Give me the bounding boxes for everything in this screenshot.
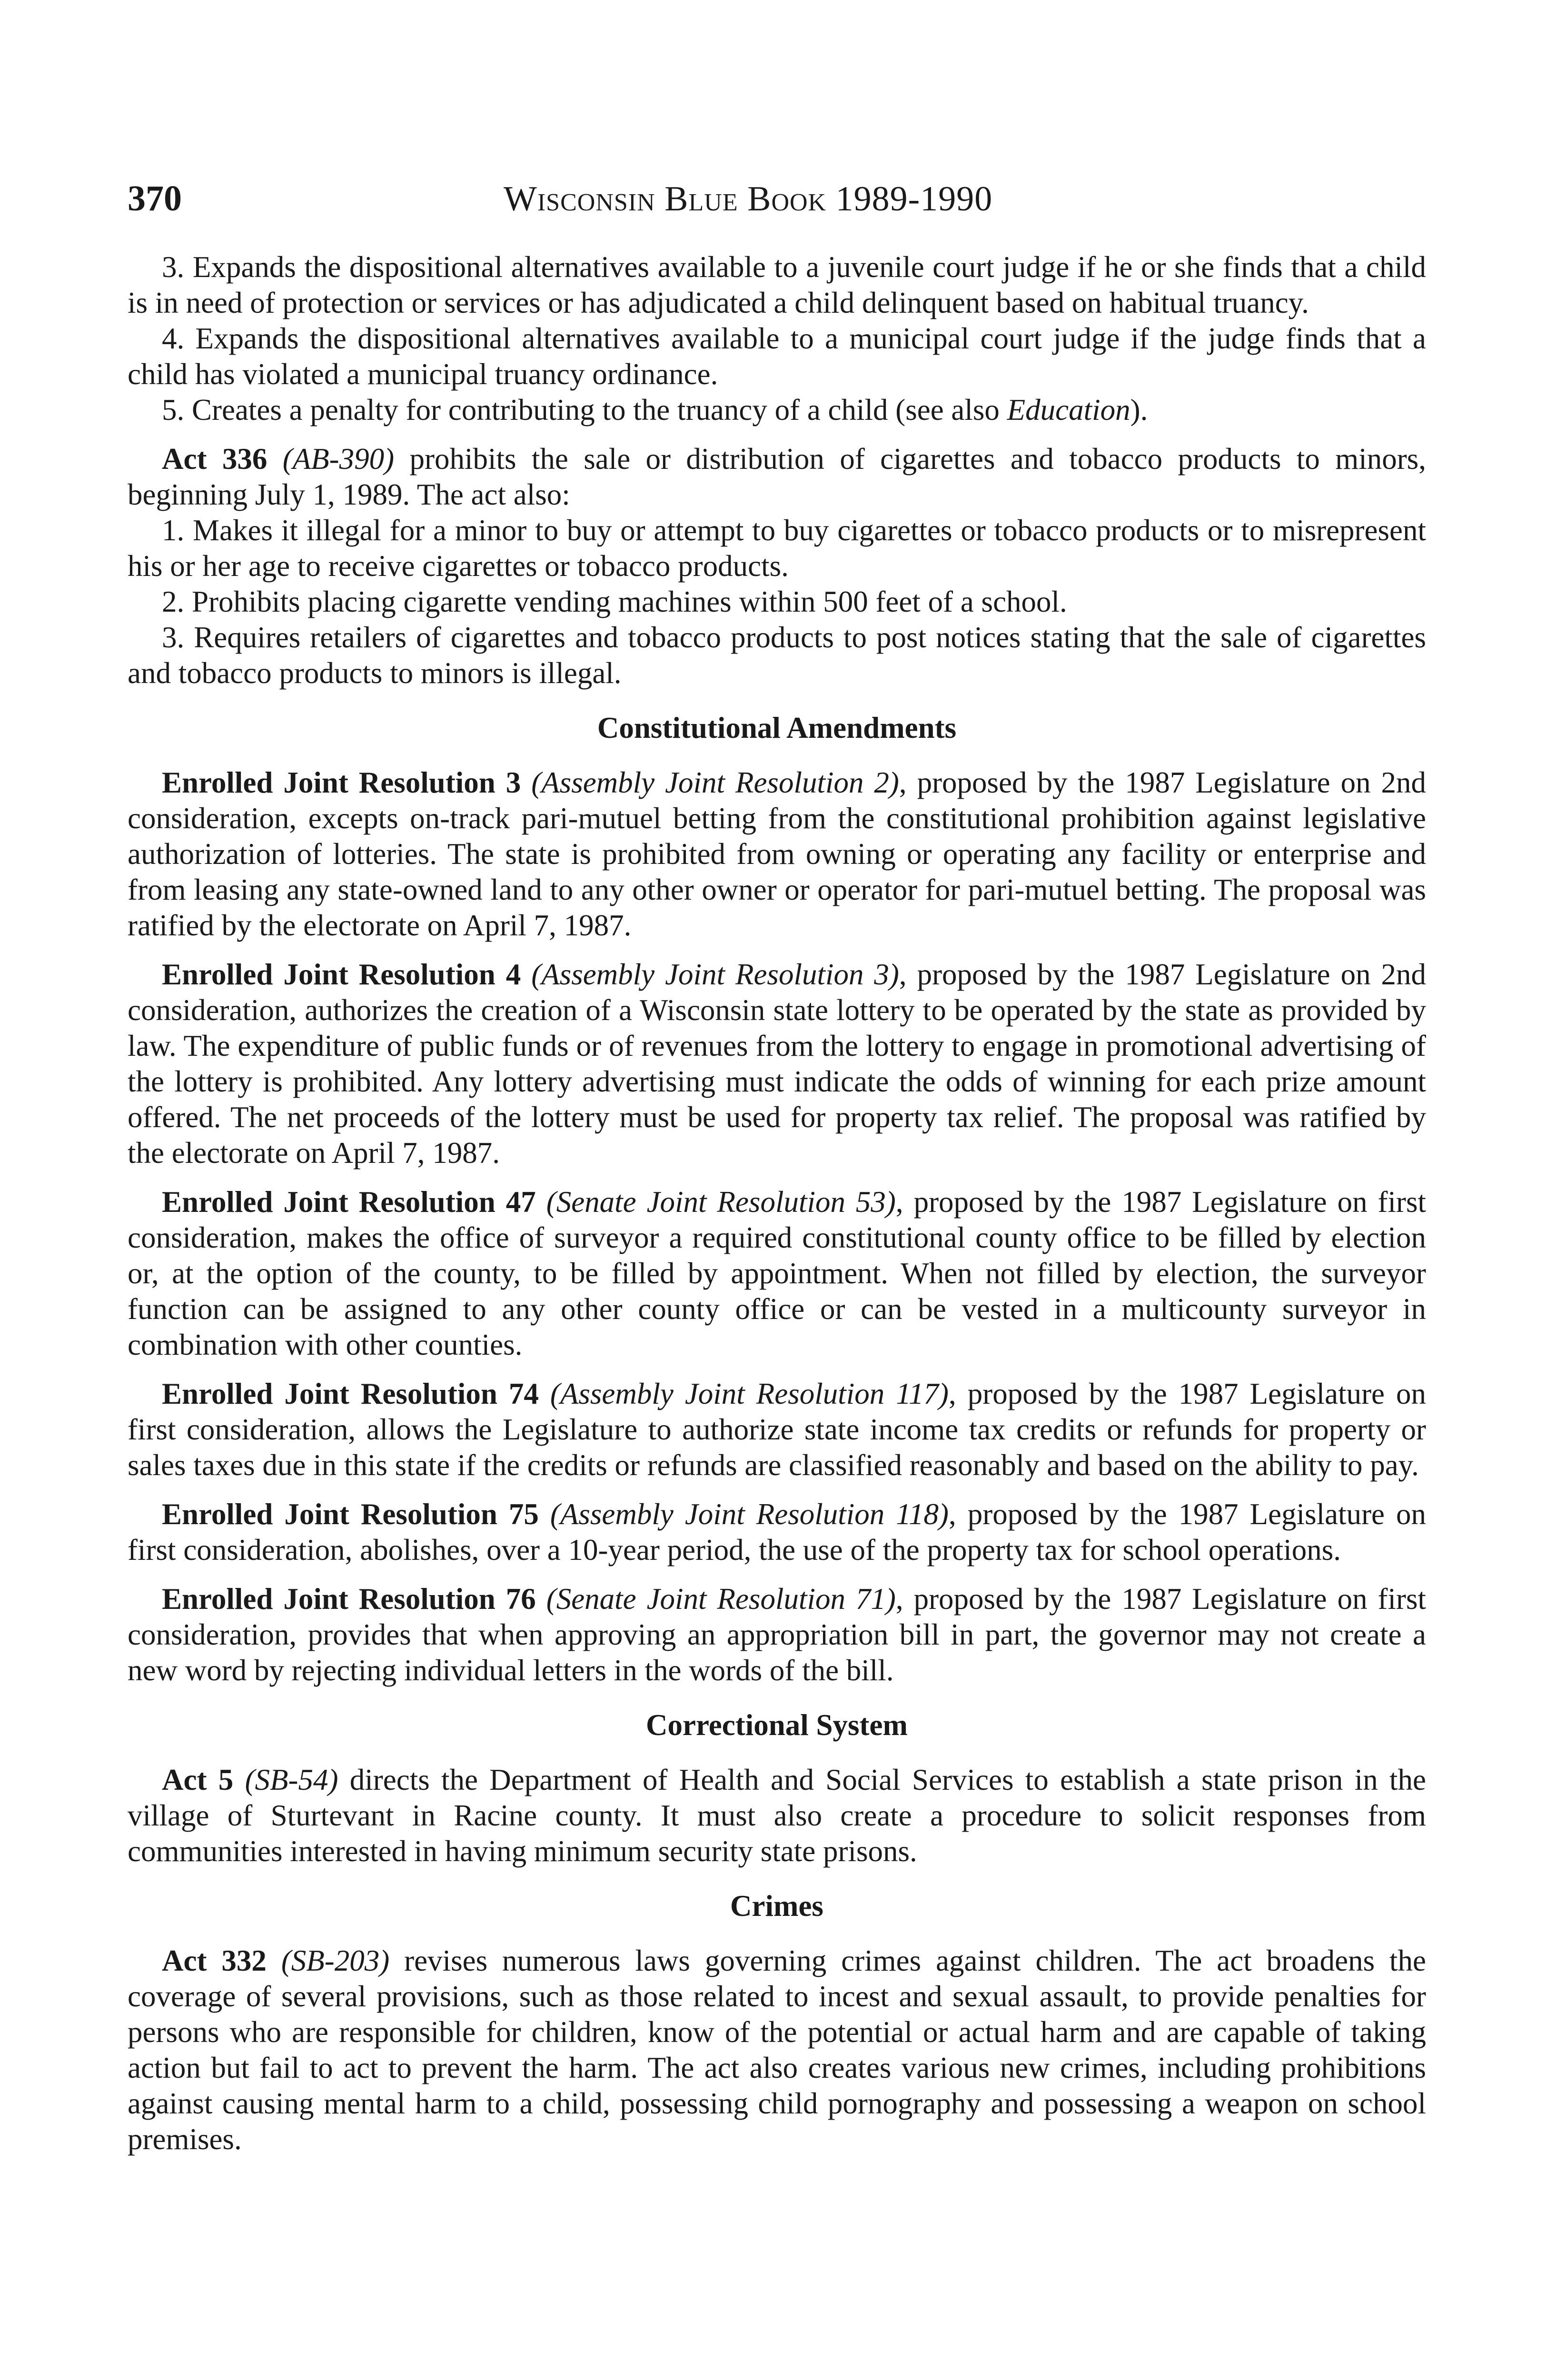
act-332-lead: Act 332 [162,1944,267,1977]
section-heading-crimes: Crimes [730,1889,823,1923]
ejr-76-paragraph [128,1581,1426,1688]
ejr-74-lead: Enrolled Joint Resolution 74 [162,1377,539,1410]
ejr-75-lead: Enrolled Joint Resolution 75 [162,1497,539,1531]
ejr-74-text: , proposed by the 1987 Legislature on first consideration, allows the Legislature to authorize state income tax credits or refunds for property or sales taxes due in this state if the credits or refunds are classified reasonably and based on the ability to pay. [128,1377,1426,1482]
ejr-76-lead: Enrolled Joint Resolution 76 [162,1582,536,1616]
act-5-text: directs the Department of Health and Social Services to establish a state prison in the village of Sturtevant in Racine county. It must also create a procedure to solicit responses from communities interested in having minimum security state prisons. [128,1763,1426,1868]
juvenile-item-5-text: 5. Creates a penalty for contributing to the truancy of a child (see also [162,393,1007,426]
ejr-3-lead: Enrolled Joint Resolution 3 [162,766,521,799]
act-332-ref: (SB-203) [281,1944,390,1977]
ejr-3-text: , proposed by the 1987 Legislature on 2nd consideration, excepts on-track pari-mutuel betting from the constitutional prohibition against legislative authorization of lotteries. The state is prohibited from owning or operating any facility or enterprise and from leasing any state-owned land to any other owner or operator for pari-mutuel betting. The proposal was ratified by the electorate on April 7, 1987. [128,766,1427,942]
section-heading-constitutional: Constitutional Amendments [597,711,957,744]
page-number: 370 [128,178,182,218]
document-page [128,178,1427,2157]
ejr-4-ref: (Assembly Joint Resolution 3) [531,958,899,991]
act-5-ref: (SB-54) [245,1763,338,1796]
ejr-76-ref: (Senate Joint Resolution 71) [546,1582,896,1616]
juvenile-item-5-end: ). [1130,393,1148,426]
juvenile-item-5 [128,392,1426,428]
ejr-47-ref: (Senate Joint Resolution 53) [546,1185,896,1219]
ejr-3-paragraph [128,765,1426,943]
ejr-76-text: , proposed by the 1987 Legislature on first consideration, provides that when approving an appropriation bill in part, the governor may not create a new word by rejecting individual letters in the words of the bill. [128,1582,1427,1687]
juvenile-item-4: 4. Expands the dispositional alternatives available to a municipal court judge if the judge finds that a child has violated a municipal truancy ordinance. [128,322,1426,391]
ejr-74-ref: (Assembly Joint Resolution 117) [550,1377,949,1410]
act-336-item-2: 2. Prohibits placing cigarette vending machines within 500 feet of a school. [162,585,1067,618]
ejr-47-paragraph [128,1184,1426,1363]
juvenile-item-3: 3. Expands the dispositional alternatives available to a juvenile court judge if he or she finds that a child is in need of protection or services or has adjudicated a child delinquent based on habitual truancy. [128,250,1426,319]
act-332-text: revises numerous laws governing crimes against children. The act broadens the coverage of several provisions, such as those related to incest and sexual assault, to provide penalties for persons who are responsible for children, know of the potential or actual harm and are capable of taking action but fail to act to prevent the harm. The act also creates various new crimes, including prohibitions against causing mental harm to a child, possessing child pornography and possessing a weapon on school premises. [128,1944,1426,2156]
act-336-item-1: 1. Makes it illegal for a minor to buy or attempt to buy cigarettes or tobacco products or to misrepresent his or her age to receive cigarettes or tobacco products. [128,514,1426,583]
act-336-text: prohibits the sale or distribution of cigarettes and tobacco products to minors, beginning July 1, 1989. The act also: [128,442,1426,511]
ejr-4-paragraph [128,957,1426,1171]
page-header [128,178,1426,218]
ejr-75-ref: (Assembly Joint Resolution 118) [550,1497,949,1531]
section-heading-correctional: Correctional System [646,1708,908,1742]
act-336-lead: Act 336 [162,442,268,476]
ejr-74-paragraph [128,1376,1426,1483]
act-5-lead: Act 5 [162,1763,234,1796]
act-336-ref: (AB-390) [282,442,395,476]
act-336-item-3: 3. Requires retailers of cigarettes and tobacco products to post notices stating that the sale of cigarettes and tobacco products to minors is illegal. [128,621,1426,690]
act-5-paragraph [128,1762,1426,1869]
ejr-47-text: , proposed by the 1987 Legislature on first consideration, makes the office of surveyor a required constitutional county office to be filled by election or, at the option of the county, to be filled by appointment. When not filled by election, the surveyor function can be assigned to any other county office or can be vested in a multicounty surveyor in combination with other counties. [128,1185,1427,1361]
ejr-4-text: , proposed by the 1987 Legislature on 2nd consideration, authorizes the creation of a Wisconsin state lottery to be operated by the state as provided by law. The expenditure of public funds or of revenues from the lottery to engage in promotional advertising of the lottery is prohibited. Any lottery advertising must indicate the odds of winning for each prize amount offered. The net proceeds of the lottery must be used for property tax relief. The proposal was ratified by the electorate on April 7, 1987. [128,958,1427,1170]
act-332-paragraph [128,1943,1426,2157]
act-336-paragraph [128,441,1426,513]
ejr-3-ref: (Assembly Joint Resolution 2) [531,766,899,799]
ejr-75-paragraph [128,1497,1426,1568]
ejr-47-lead: Enrolled Joint Resolution 47 [162,1185,536,1219]
running-head: Wisconsin Blue Book 1989-1990 [504,179,993,218]
ejr-4-lead: Enrolled Joint Resolution 4 [162,958,521,991]
ejr-75-text: , proposed by the 1987 Legislature on first consideration, abolishes, over a 10-year period, the use of the property tax for school operations. [128,1497,1426,1567]
cross-reference-education: Education [1007,393,1130,426]
